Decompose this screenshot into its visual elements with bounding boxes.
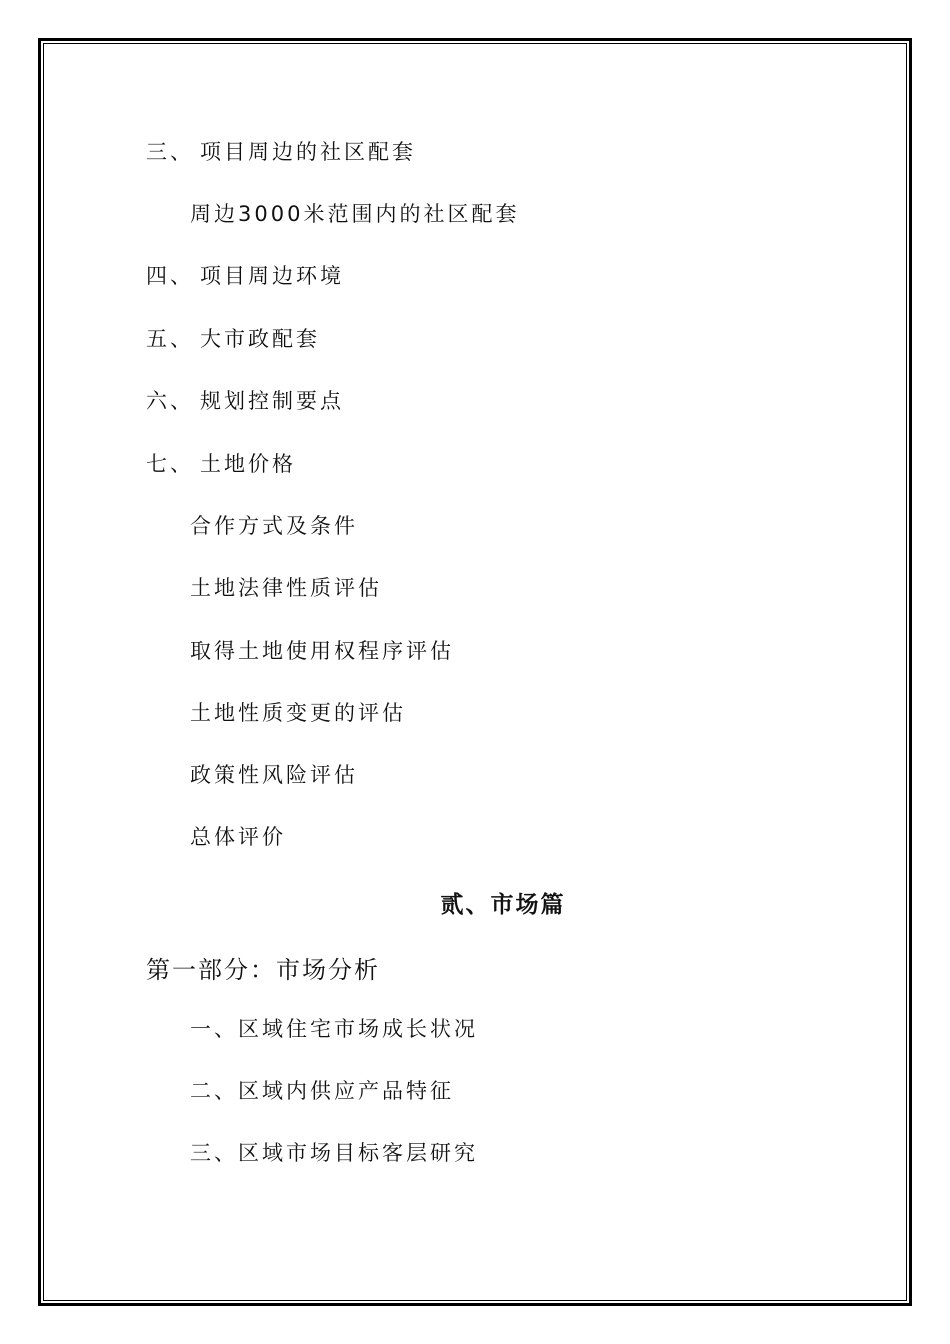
toc-subitem: 土地法律性质评估 [190, 576, 382, 600]
toc-item-number: 三、 [146, 140, 194, 164]
toc-subitem: 总体评价 [190, 825, 286, 849]
toc-item-label: 土地价格 [200, 452, 296, 476]
toc-item-number: 七、 [146, 452, 194, 476]
toc-subitem: 取得土地使用权程序评估 [190, 639, 454, 663]
toc-subitem: 一、区域住宅市场成长状况 [190, 1017, 478, 1041]
toc-item-number: 四、 [146, 264, 194, 288]
toc-subitem: 二、区域内供应产品特征 [190, 1079, 454, 1103]
toc-item-label: 项目周边环境 [200, 264, 344, 288]
page-border-inner [43, 43, 907, 1301]
toc-item-5 [146, 325, 320, 353]
toc-item-number: 六、 [146, 389, 194, 413]
toc-item-label: 规划控制要点 [200, 389, 344, 413]
toc-subitem: 三、区域市场目标客层研究 [190, 1141, 478, 1165]
toc-item-7 [146, 450, 296, 478]
chapter-heading: 贰、市场篇 [440, 892, 566, 918]
toc-item-number: 五、 [146, 327, 194, 351]
toc-subitem: 土地性质变更的评估 [190, 701, 406, 725]
toc-item-label: 项目周边的社区配套 [200, 140, 416, 164]
toc-item-3 [146, 138, 416, 166]
toc-item-6 [146, 387, 344, 415]
toc-subitem: 政策性风险评估 [190, 763, 358, 787]
toc-item-label: 大市政配套 [200, 327, 320, 351]
toc-subitem: 合作方式及条件 [190, 514, 358, 538]
part-heading: 第一部分：市场分析 [146, 956, 380, 984]
toc-subitem: 周边3000米范围内的社区配套 [190, 202, 520, 226]
toc-item-4 [146, 262, 344, 290]
